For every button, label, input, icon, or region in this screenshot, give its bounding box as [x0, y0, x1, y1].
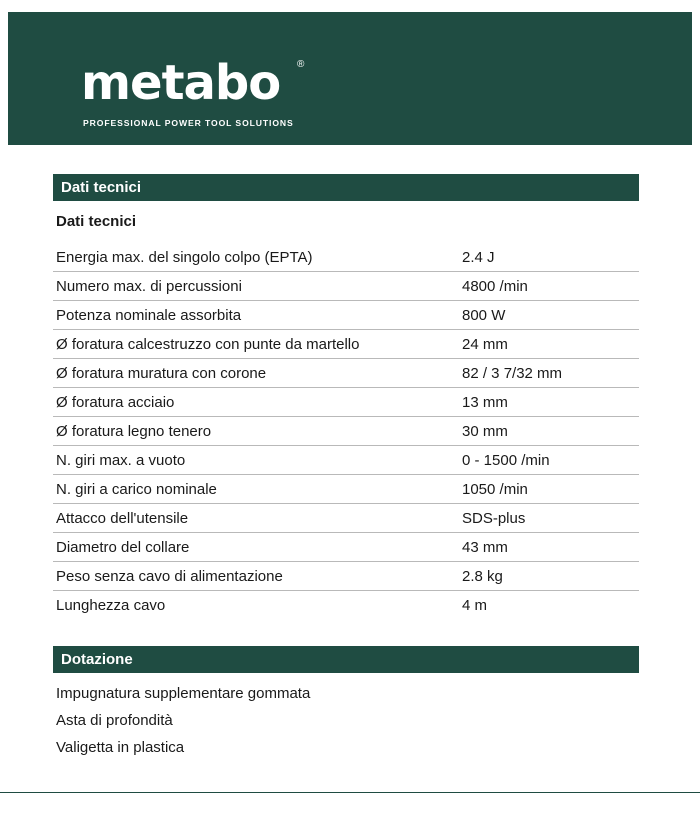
spec-row	[53, 504, 639, 533]
equipment-item: Impugnatura supplementare gommata	[56, 685, 311, 702]
spec-value: 1050 /min	[462, 481, 528, 498]
spec-value: 13 mm	[462, 394, 508, 411]
spec-row	[53, 446, 639, 475]
spec-label: Ø foratura muratura con corone	[56, 365, 267, 382]
spec-label: Peso senza cavo di alimentazione	[56, 568, 283, 585]
spec-row	[53, 330, 639, 359]
spec-row	[53, 417, 639, 446]
spec-label: Ø foratura acciaio	[56, 394, 175, 411]
spec-value: 4 m	[462, 597, 488, 614]
spec-label: Numero max. di percussioni	[56, 278, 242, 295]
spec-label: Energia max. del singolo colpo (EPTA)	[56, 249, 313, 266]
equipment-section-title: Dotazione	[53, 646, 639, 673]
metabo-logo: metabo	[81, 55, 281, 111]
spec-table	[53, 243, 639, 619]
bottom-divider	[0, 792, 700, 793]
spec-value: 30 mm	[462, 423, 508, 440]
spec-row	[53, 591, 639, 619]
spec-label: Ø foratura calcestruzzo con punte da martello	[56, 336, 360, 353]
spec-label: Lunghezza cavo	[56, 597, 166, 614]
spec-row	[53, 388, 639, 417]
spec-value: 800 W	[462, 307, 506, 324]
spec-label: Attacco dell'utensile	[56, 510, 189, 527]
spec-row	[53, 301, 639, 330]
spec-value: SDS-plus	[462, 510, 526, 527]
spec-row	[53, 272, 639, 301]
brand-tagline: PROFESSIONAL POWER TOOL SOLUTIONS	[83, 118, 294, 128]
tech-subheading: Dati tecnici	[56, 213, 137, 230]
equipment-list	[56, 683, 310, 764]
spec-value: 0 - 1500 /min	[462, 452, 550, 469]
spec-row	[53, 475, 639, 504]
spec-label: N. giri max. a vuoto	[56, 452, 186, 469]
spec-value: 82 / 3 7/32 mm	[462, 365, 563, 382]
spec-row	[53, 562, 639, 591]
spec-label: N. giri a carico nominale	[56, 481, 217, 498]
spec-value: 4800 /min	[462, 278, 528, 295]
spec-label: Ø foratura legno tenero	[56, 423, 212, 440]
spec-value: 2.4 J	[462, 249, 495, 266]
brand-header	[8, 12, 692, 145]
spec-value: 2.8 kg	[462, 568, 503, 585]
tech-section-title: Dati tecnici	[53, 174, 639, 201]
spec-label: Diametro del collare	[56, 539, 190, 556]
spec-row	[53, 533, 639, 562]
spec-row	[53, 359, 639, 388]
registered-mark: ®	[297, 59, 305, 70]
spec-row	[53, 243, 639, 272]
spec-value: 24 mm	[462, 336, 508, 353]
equipment-item: Asta di profondità	[56, 712, 173, 729]
spec-value: 43 mm	[462, 539, 508, 556]
equipment-item: Valigetta in plastica	[56, 739, 185, 756]
spec-label: Potenza nominale assorbita	[56, 307, 242, 324]
